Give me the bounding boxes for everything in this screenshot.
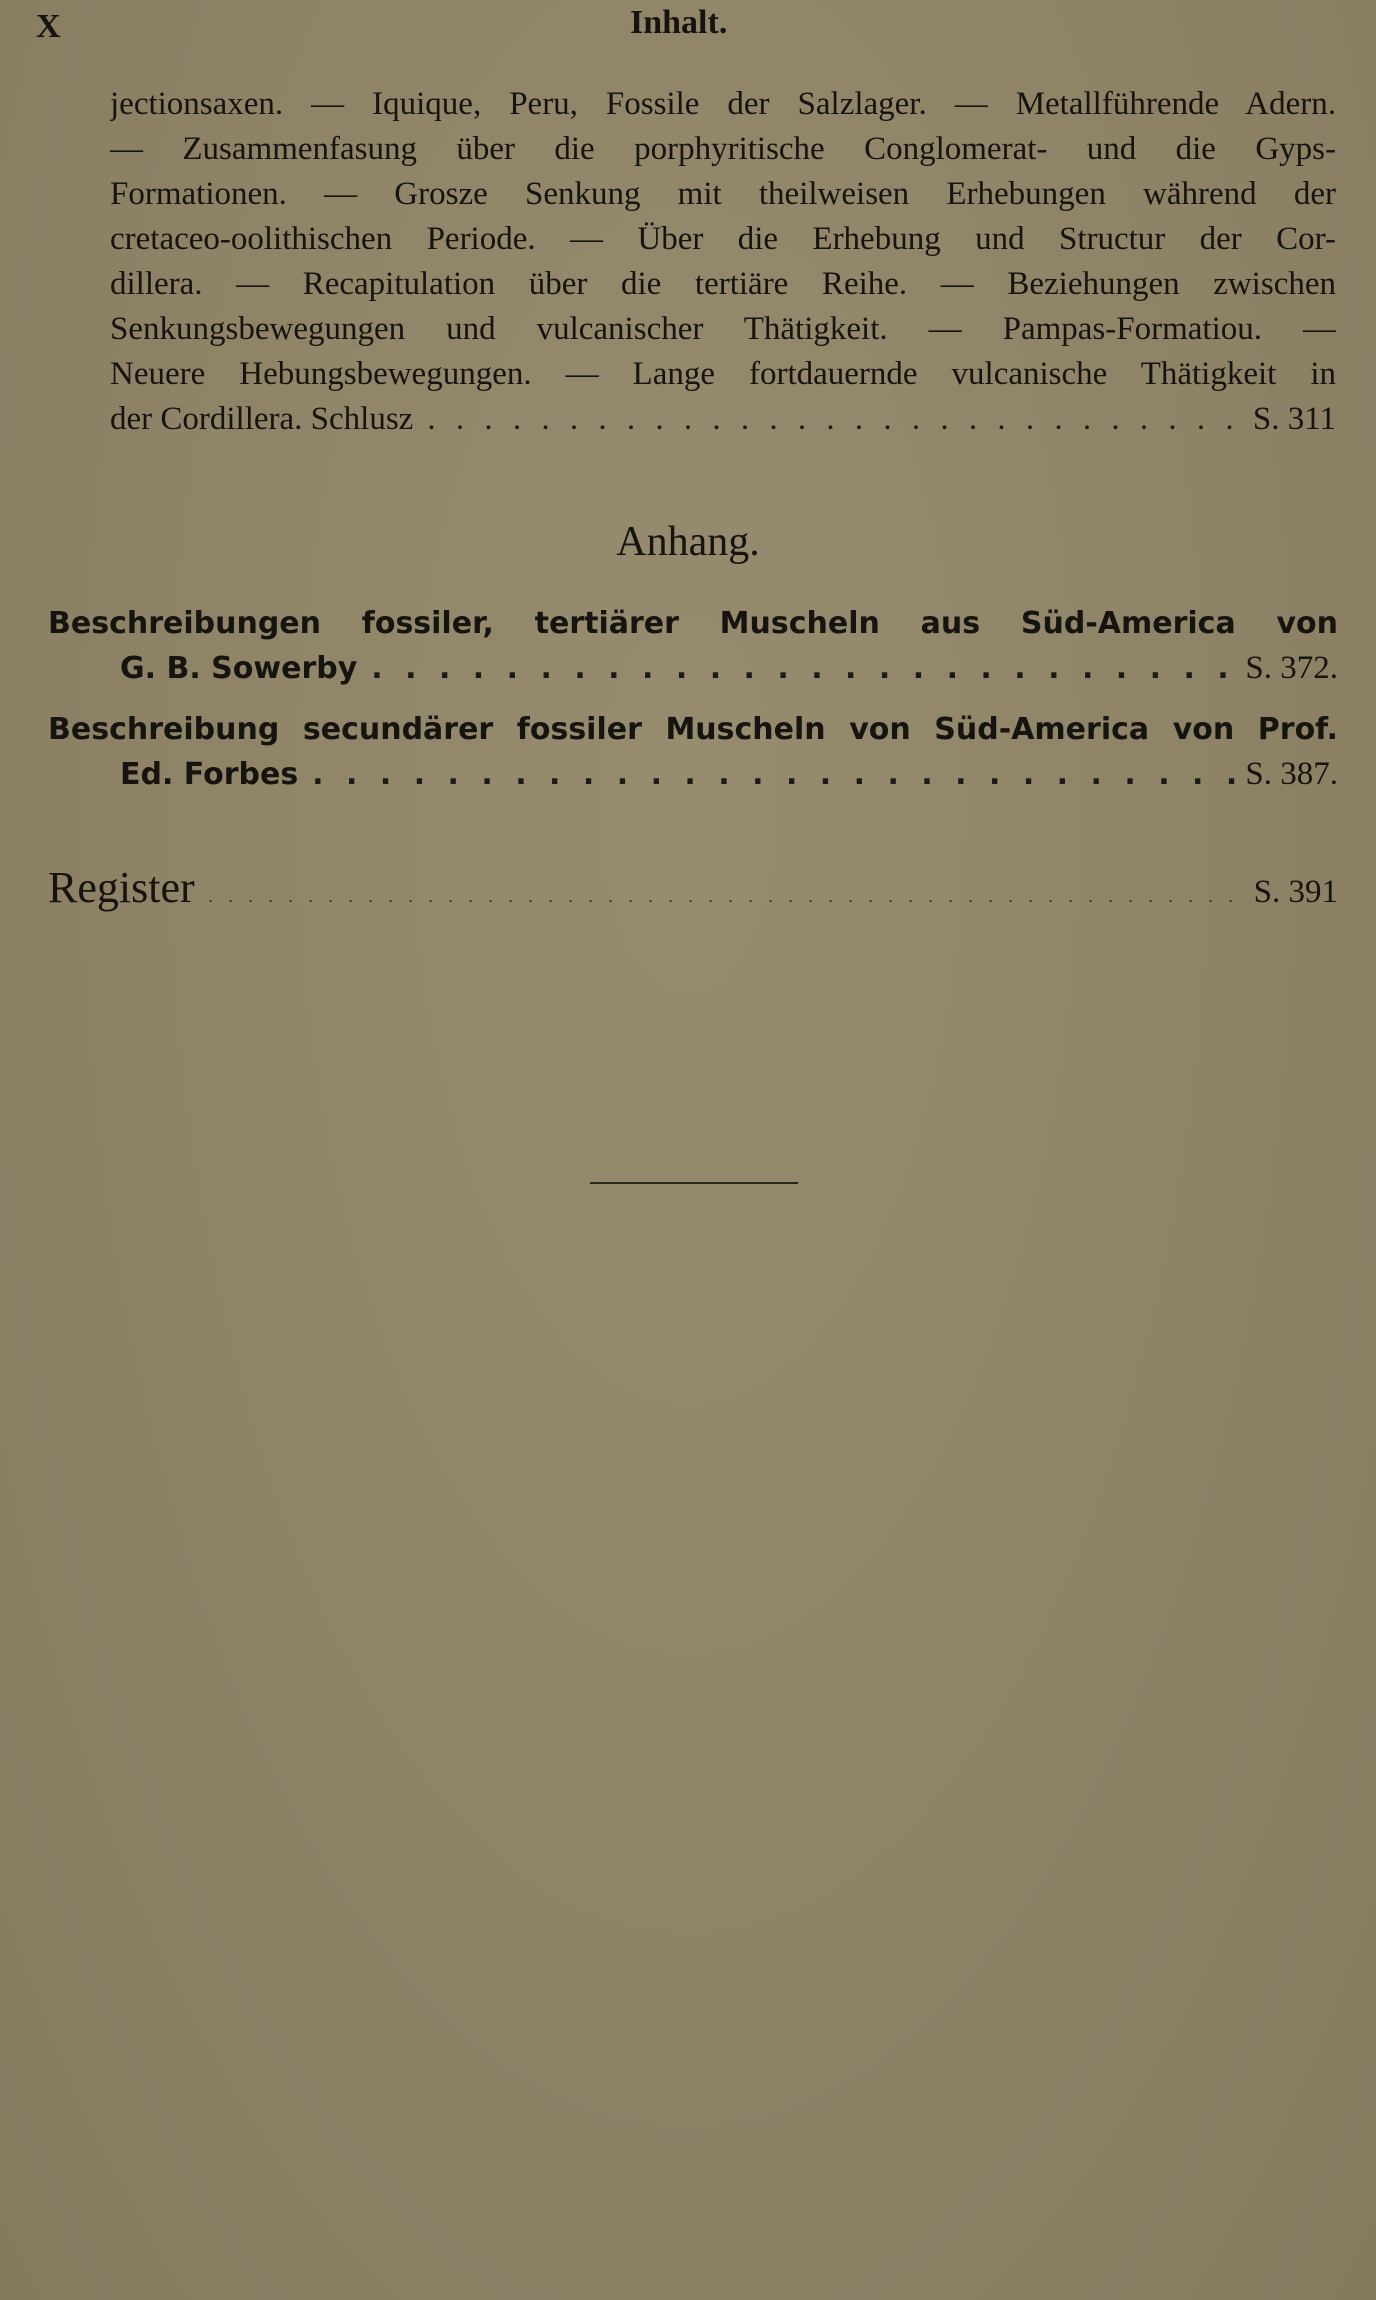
running-title: Inhalt. <box>630 4 728 41</box>
entry-author: Ed. Forbes <box>120 757 299 792</box>
summary-last-line <box>110 397 1336 442</box>
summary-line: Formationen. — Grosze Senkung mit theilweisen Erhebungen während der <box>110 176 1336 212</box>
entry-author: G. B. Sowerby <box>120 651 358 686</box>
chapter-summary <box>110 82 1336 442</box>
summary-line: dillera. — Recapitulation über die tertiäre Reihe. — Beziehungen zwischen <box>110 266 1336 302</box>
appendix-entry <box>48 602 1338 691</box>
dot-leader <box>298 753 1235 797</box>
divider-rule <box>590 1182 798 1184</box>
summary-line: Neuere Hebungsbewegungen. — Lange fortdauernde vulcanische Thätigkeit in <box>110 356 1336 392</box>
appendix-heading: Anhang. <box>616 519 760 565</box>
register-label: Register <box>48 863 195 912</box>
dot-leader <box>413 397 1243 442</box>
summary-line: jectionsaxen. — Iquique, Peru, Fossile der Salzlager. — Metallführende Adern. <box>110 86 1336 122</box>
dot-leader <box>195 889 1244 907</box>
entry-title: Beschreibungen fossiler, tertiärer Muscheln aus Süd-America von <box>48 606 1338 641</box>
summary-line: cretaceo-oolithischen Periode. — Über die Erhebung und Structur der Cor- <box>110 221 1336 257</box>
summary-page-ref: S. 311 <box>1252 401 1336 437</box>
entry-title: Beschreibung secundärer fossiler Muscheln von Süd-America von Prof. <box>48 712 1338 747</box>
register-page-ref: S. 391 <box>1253 874 1338 910</box>
entry-page-ref: S. 387. <box>1245 756 1338 792</box>
dot-leader <box>357 647 1235 691</box>
summary-line: — Zusammenfasung über die porphyritische Conglomerat- und die Gyps- <box>110 131 1336 167</box>
page-number: X <box>36 8 62 45</box>
entry-author-line <box>48 752 1338 797</box>
entry-author-line <box>48 646 1338 691</box>
entry-page-ref: S. 372. <box>1245 650 1338 686</box>
register-entry <box>48 862 1338 913</box>
summary-line: Senkungsbewegungen und vulcanischer Thätigkeit. — Pampas-Formatiou. — <box>110 311 1336 347</box>
appendix-entry <box>48 708 1338 797</box>
summary-last-text: der Cordillera. Schlusz <box>110 401 414 437</box>
